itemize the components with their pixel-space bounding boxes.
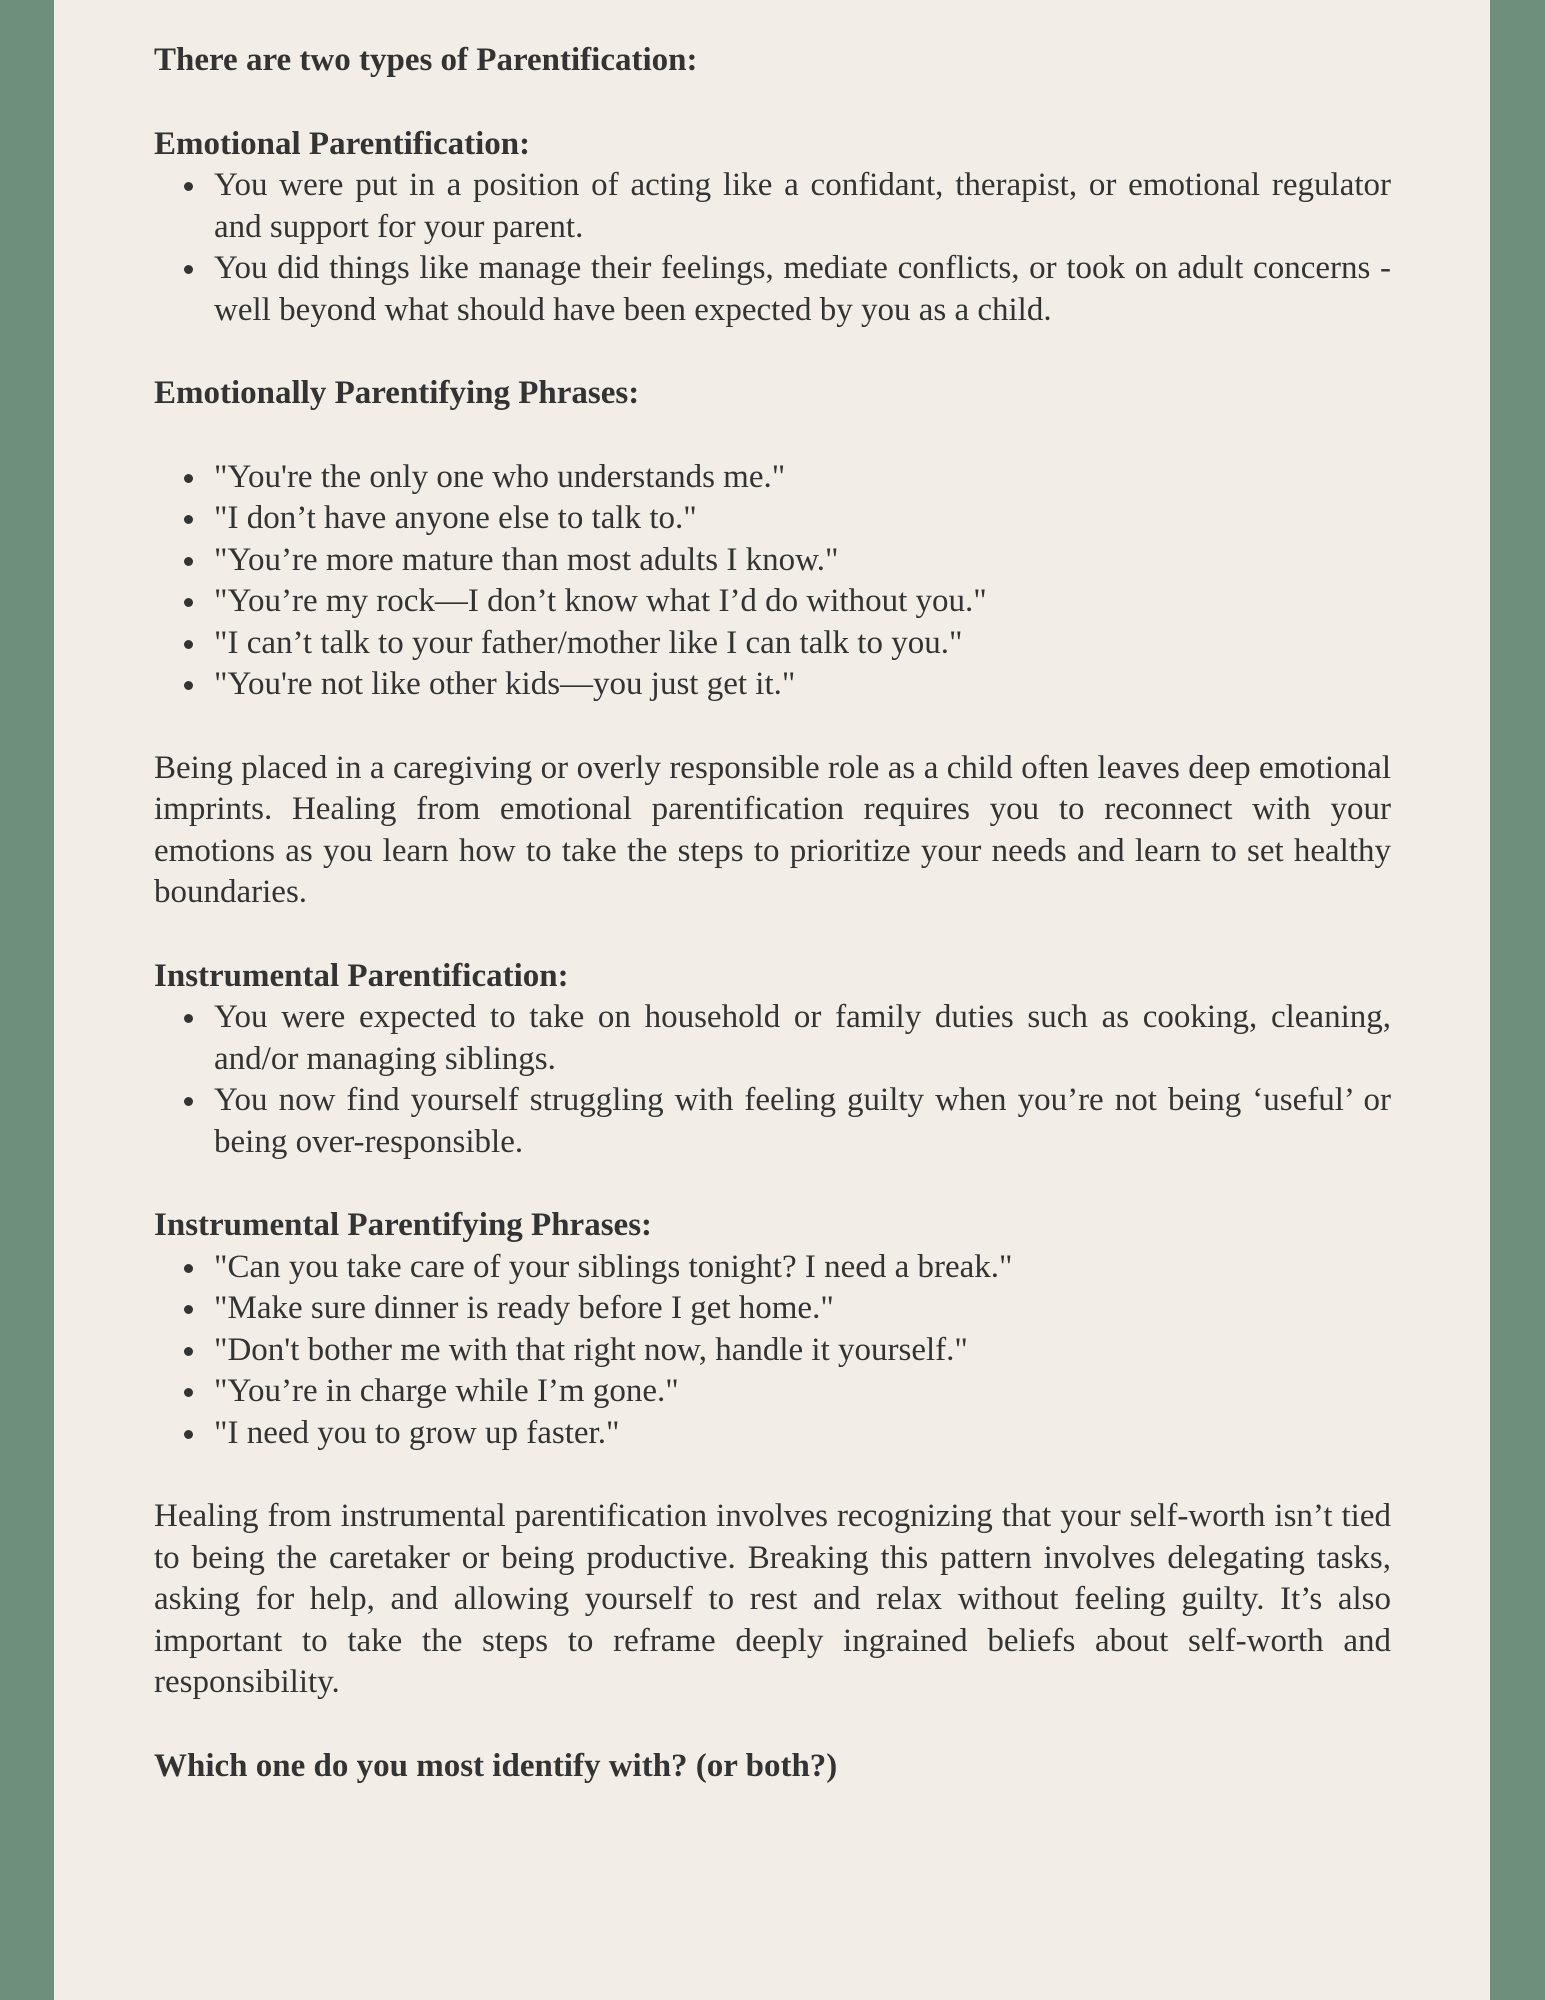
instrumental-bullet-list bbox=[154, 997, 1391, 1163]
emotional-phrases-heading: Emotionally Parentifying Phrases: bbox=[154, 375, 640, 411]
instrumental-phrases-list bbox=[154, 1247, 1391, 1455]
instrumental-phrases-heading: Instrumental Parentifying Phrases: bbox=[154, 1207, 653, 1243]
emotional-healing-paragraph: Being placed in a caregiving or overly responsible role as a child often leaves deep emotional imprints. Healing from emotional parentification requires you to reconnect with your emotions as you learn how to take the steps to prioritize your needs and learn to set healthy boundaries. bbox=[154, 749, 1391, 910]
instrumental-phrase: "You’re in charge while I’m gone." bbox=[214, 1371, 1391, 1413]
emotional-phrase: "You’re more mature than most adults I know." bbox=[214, 540, 1391, 582]
spacer bbox=[154, 914, 1391, 956]
instrumental-bullet: You now find yourself struggling with feeling guilty when you’re not being ‘useful’ or being over-responsible. bbox=[214, 1080, 1391, 1163]
emotional-phrase: "You're the only one who understands me." bbox=[214, 457, 1391, 499]
spacer bbox=[154, 1163, 1391, 1205]
document-page bbox=[54, 0, 1490, 2000]
emotional-bullet: You did things like manage their feelings, mediate conflicts, or took on adult concerns - well beyond what should have been expected by you as a child. bbox=[214, 248, 1391, 331]
intro-heading: There are two types of Parentification: bbox=[154, 42, 698, 78]
spacer bbox=[154, 331, 1391, 373]
emotional-bullet: You were put in a position of acting like a confidant, therapist, or emotional regulator and support for your parent. bbox=[214, 165, 1391, 248]
spacer bbox=[154, 82, 1391, 124]
instrumental-heading: Instrumental Parentification: bbox=[154, 957, 569, 994]
spacer bbox=[154, 1704, 1391, 1746]
spacer bbox=[154, 1454, 1391, 1496]
spacer bbox=[154, 415, 1391, 457]
instrumental-healing-paragraph: Healing from instrumental parentification involves recognizing that your self-worth isn’t tied to being the caretaker or being productive. Breaking this pattern involves delegating tasks, asking for help, and allowing yourself to rest and relax without feeling guilty. It’s also important to take the steps to reframe deeply ingrained beliefs about self-worth and responsibility. bbox=[154, 1498, 1391, 1700]
emotional-phrases-list bbox=[154, 457, 1391, 706]
instrumental-phrase: "Can you take care of your siblings tonight? I need a break." bbox=[214, 1247, 1391, 1289]
instrumental-phrase: "Don't bother me with that right now, handle it yourself." bbox=[214, 1330, 1391, 1372]
emotional-phrase: "You're not like other kids—you just get it." bbox=[214, 664, 1391, 706]
emotional-phrase: "You’re my rock—I don’t know what I’d do without you." bbox=[214, 581, 1391, 623]
emotional-heading: Emotional Parentification: bbox=[154, 125, 531, 162]
emotional-bullet-list bbox=[154, 165, 1391, 331]
closing-question: Which one do you most identify with? (or both?) bbox=[154, 1747, 838, 1784]
instrumental-phrase: "Make sure dinner is ready before I get home." bbox=[214, 1288, 1391, 1330]
instrumental-phrase: "I need you to grow up faster." bbox=[214, 1413, 1391, 1455]
instrumental-bullet: You were expected to take on household or family duties such as cooking, cleaning, and/or managing siblings. bbox=[214, 997, 1391, 1080]
document-content bbox=[154, 40, 1391, 1787]
spacer bbox=[154, 706, 1391, 748]
emotional-phrase: "I don’t have anyone else to talk to." bbox=[214, 498, 1391, 540]
emotional-phrase: "I can’t talk to your father/mother like I can talk to you." bbox=[214, 623, 1391, 665]
